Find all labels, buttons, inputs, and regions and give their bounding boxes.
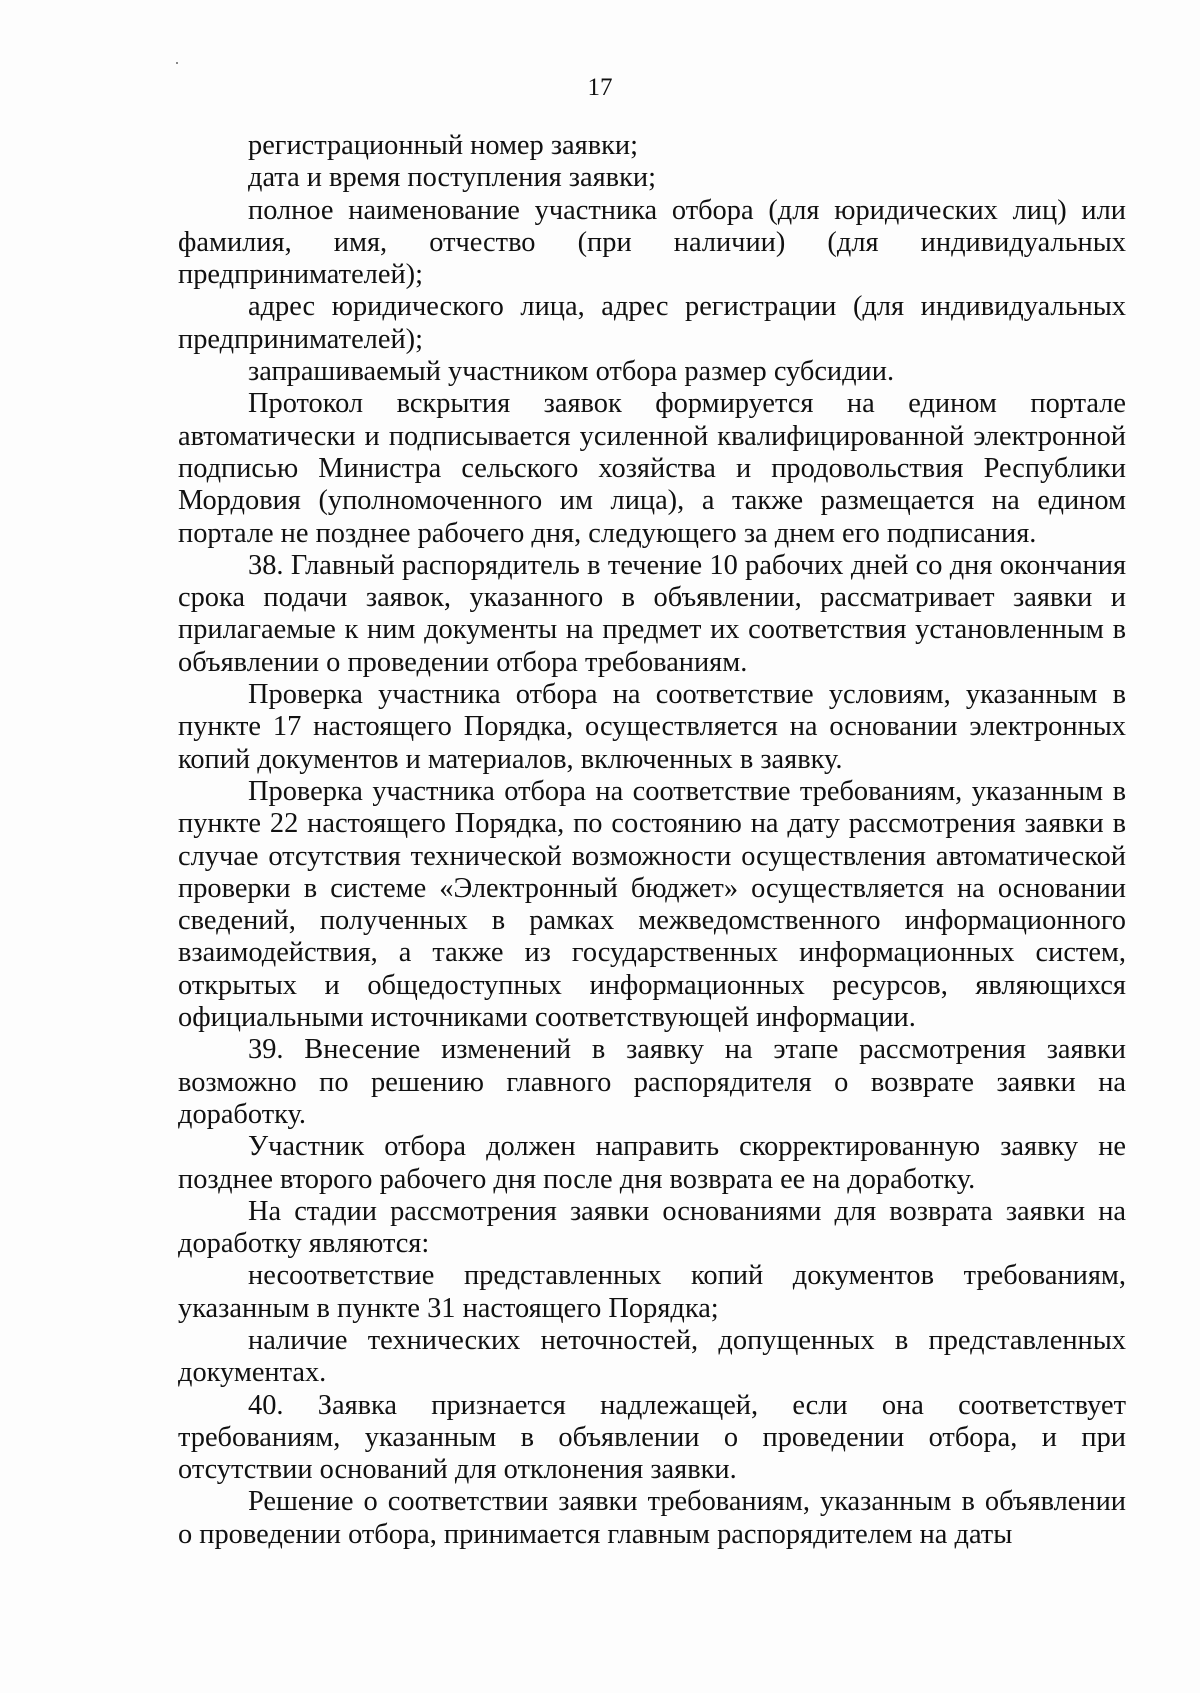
paragraph-protocol: Протокол вскрытия заявок формируется на едином портале автоматически и подписывается усиленной квалифицированной электронной подписью Министра сельского хозяйства и продовольствия Республики Мордовия (уполномоченного им лица), а также размещается на едином портале не позднее рабочего дня, следующего за днем его подписания. — [178, 388, 1126, 549]
paragraph-38: 38. Главный распорядитель в течение 10 рабочих дней со дня окончания срока подачи заявок, указанного в объявлении, рассматривает заявки и прилагаемые к ним документы на предмет их соответствия установленным в объявлении о проведении отбора требованиям. — [178, 549, 1126, 678]
paragraph-ground-mismatch: несоответствие представленных копий документов требованиям, указанным в пункте 31 настоящего Порядка; — [178, 1260, 1126, 1324]
paragraph-registration-number: регистрационный номер заявки; — [248, 130, 638, 161]
page-number: 17 — [587, 74, 613, 101]
scan-speck — [176, 62, 178, 64]
paragraph-date-time: дата и время поступления заявки; — [248, 162, 656, 194]
paragraph-39: 39. Внесение изменений в заявку на этапе рассмотрения заявки возможно по решению главного распорядителя о возврате заявки на доработку. — [178, 1034, 1126, 1130]
paragraph-corrected-application: Участник отбора должен направить скорректированную заявку не позднее второго рабочего дня после дня возврата ее на доработку. — [178, 1131, 1126, 1195]
paragraph-subsidy-amount: запрашиваемый участником отбора размер субсидии. — [248, 356, 895, 388]
paragraph-40: 40. Заявка признается надлежащей, если она соответствует требованиям, указанным в объявлении о проведении отбора, и при отсутствии оснований для отклонения заявки. — [178, 1389, 1126, 1486]
paragraph-decision: Решение о соответствии заявки требованиям, указанным в объявлении о проведении отбора, принимается главным распорядителем на даты — [178, 1486, 1126, 1550]
document-body — [178, 130, 1126, 1551]
paragraph-return-grounds: На стадии рассмотрения заявки основаниями для возврата заявки на доработку являются: — [178, 1195, 1126, 1260]
paragraph-ground-inaccuracies: наличие технических неточностей, допущенных в представленных документах. — [178, 1324, 1126, 1389]
paragraph-address: адрес юридического лица, адрес регистрации (для индивидуальных предпринимателей); — [178, 291, 1126, 355]
paragraph-check-conditions: Проверка участника отбора на соответствие условиям, указанным в пункте 17 настоящего Порядка, осуществляется на основании электронных копий документов и материалов, включенных в заявку. — [178, 679, 1126, 775]
paragraph-check-requirements: Проверка участника отбора на соответствие требованиям, указанным в пункте 22 настоящего Порядка, по состоянию на дату рассмотрения заявки в случае отсутствия технической возможности осуществления автоматической проверки в системе «Электронный бюджет» осуществляется на основании сведений, полученных в рамках межведомственного информационного взаимодействия, а также из государственных информационных систем, открытых и общедоступных информационных ресурсов, являющихся официальными источниками соответствующей информации. — [178, 775, 1126, 1034]
paragraph-full-name: полное наименование участника отбора (для юридических лиц) или фамилия, имя, отчество (при наличии) (для индивидуальных предпринимателей); — [178, 194, 1126, 291]
